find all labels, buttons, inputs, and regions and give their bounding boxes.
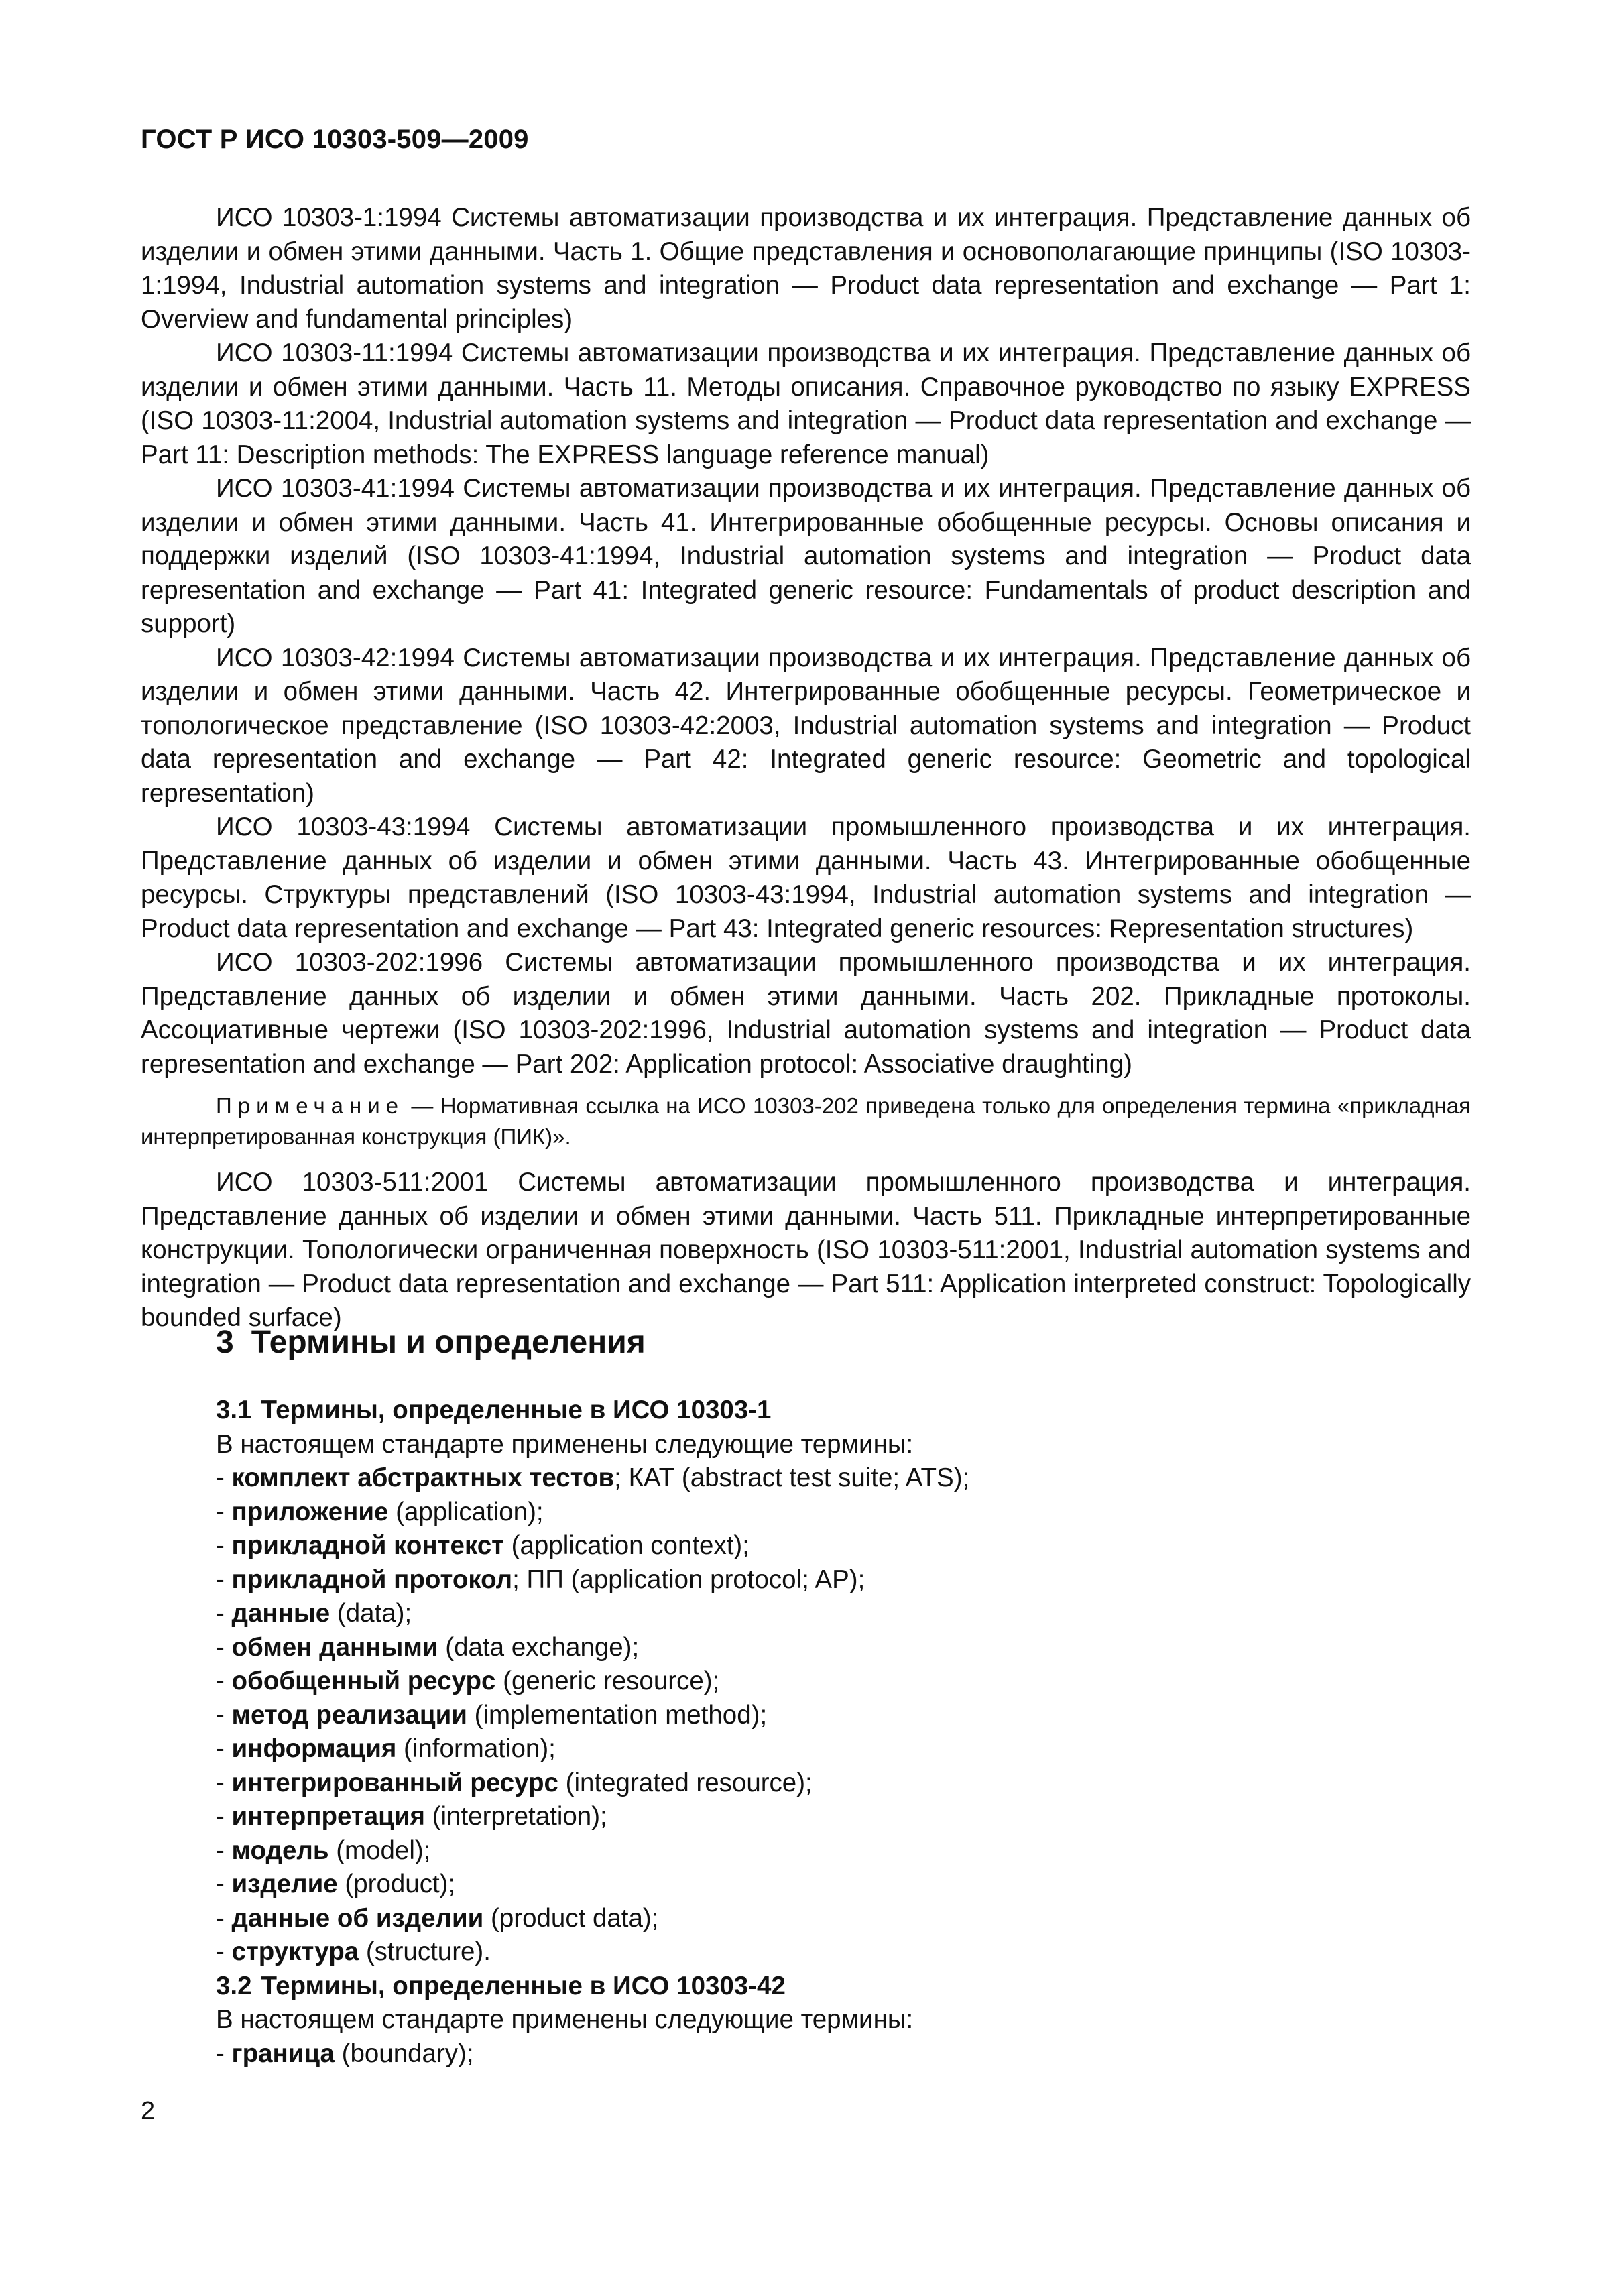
- term-item: - прикладной протокол; ПП (application protocol; AP);: [216, 1565, 865, 1594]
- subsection-number: 3.1: [216, 1396, 252, 1425]
- page-number: 2: [141, 2097, 156, 2125]
- document-header: ГОСТ Р ИСО 10303-509—2009: [141, 125, 529, 154]
- subsection-intro: В настоящем стандарте применены следующие термины:: [216, 2005, 914, 2034]
- subsection-number: 3.2: [216, 1971, 252, 2000]
- term-gloss: (structure).: [359, 1937, 491, 1966]
- term-name: данные об изделии: [231, 1903, 484, 1933]
- term-gloss: (interpretation);: [424, 1802, 607, 1831]
- subsection-title: Термины, определенные в ИСО 10303-42: [261, 1971, 786, 2000]
- section-number: 3: [216, 1325, 234, 1360]
- subsection-heading: [216, 1970, 1471, 2004]
- term-item: - интерпретация (interpretation);: [216, 1802, 607, 1831]
- term-name: приложение: [231, 1497, 389, 1526]
- section-terms: [141, 1324, 1471, 2071]
- term-item: - изделие (product);: [216, 1870, 456, 1898]
- term-gloss: (generic resource);: [495, 1667, 720, 1695]
- term-item: - граница (boundary);: [216, 2039, 474, 2068]
- term-gloss: (data);: [330, 1599, 412, 1628]
- term-item: - обобщенный ресурс (generic resource);: [216, 1667, 720, 1695]
- term-name: прикладной протокол: [231, 1565, 513, 1594]
- term-name: интегрированный ресурс: [231, 1768, 558, 1797]
- term-gloss: (implementation method);: [467, 1700, 768, 1730]
- term-item: - структура (structure).: [216, 1937, 491, 1966]
- term-item: - метод реализации (implementation method);: [216, 1700, 768, 1730]
- term-gloss: (application);: [388, 1497, 544, 1526]
- term-item: - данные (data);: [216, 1599, 412, 1628]
- term-name: комплект абстрактных тестов: [231, 1463, 615, 1492]
- term-item: - комплект абстрактных тестов; КАТ (abstract test suite; ATS);: [216, 1463, 970, 1492]
- term-item: - информация (information);: [216, 1734, 556, 1763]
- term-gloss: (boundary);: [334, 2039, 474, 2068]
- reference-paragraph: ИСО 10303-11:1994 Системы автоматизации производства и их интеграция. Представление данных об изделии и обмен этими данными. Часть 11. Методы описания. Справочное руководство по языку EXPRESS (ISO 10303-11:2004, Industrial automation systems and integration — Product data representation and exchange — Part 11: Description methods: The EXPRESS language reference manual): [141, 339, 1471, 469]
- term-gloss: ; ПП (application protocol; AP);: [512, 1565, 865, 1594]
- term-gloss: (data exchange);: [438, 1632, 640, 1662]
- term-gloss: (application context);: [503, 1531, 749, 1560]
- term-item: - приложение (application);: [216, 1497, 544, 1526]
- term-gloss: (product data);: [483, 1903, 659, 1933]
- term-name: информация: [231, 1734, 397, 1763]
- subsection-heading: [216, 1394, 1471, 1428]
- reference-paragraph: ИСО 10303-202:1996 Системы автоматизации промышленного производства и их интеграция. Представление данных об изделии и обмен этими данными. Часть 202. Прикладные протоколы. Ассоциативные чертежи (ISO 10303-202:1996, Industrial automation systems and integration — Product data representation and exchange — Part 202: Application protocol: Associative draughting): [141, 948, 1471, 1079]
- term-name: метод реализации: [231, 1700, 467, 1730]
- term-list: [216, 2037, 1471, 2071]
- term-gloss: (model);: [328, 1835, 431, 1865]
- term-name: интерпретация: [231, 1802, 425, 1831]
- term-name: обобщенный ресурс: [231, 1667, 496, 1695]
- term-item: - данные об изделии (product data);: [216, 1903, 659, 1933]
- term-list: [216, 1461, 1471, 1970]
- term-item: - обмен данными (data exchange);: [216, 1632, 640, 1662]
- term-gloss: ; КАТ (abstract test suite; ATS);: [614, 1463, 970, 1492]
- reference-paragraph: ИСО 10303-41:1994 Системы автоматизации производства и их интеграция. Представление данных об изделии и обмен этими данными. Часть 41. Интегрированные обобщенные ресурсы. Основы описания и поддержки изделий (ISO 10303-41:1994, Industrial automation systems and integration — Product data representation and exchange — Part 41: Integrated generic resource: Fundamentals of product description and support): [141, 474, 1471, 638]
- note-paragraph: [141, 1091, 1471, 1152]
- term-name: модель: [231, 1835, 329, 1865]
- term-name: граница: [231, 2039, 335, 2068]
- subsection-3-2: [216, 1970, 1471, 2071]
- subsection-intro: В настоящем стандарте применены следующие термины:: [216, 1429, 914, 1459]
- term-name: структура: [231, 1937, 359, 1966]
- reference-paragraph: ИСО 10303-42:1994 Системы автоматизации производства и их интеграция. Представление данных об изделии и обмен этими данными. Часть 42. Интегрированные обобщенные ресурсы. Геометрическое и топологическое представление (ISO 10303-42:2003, Industrial automation systems and integration — Product data representation and exchange — Part 42: Integrated generic resource: Geometric and topological representation): [141, 643, 1471, 808]
- term-name: обмен данными: [231, 1632, 438, 1662]
- term-name: изделие: [231, 1870, 338, 1898]
- term-item: - модель (model);: [216, 1835, 431, 1865]
- term-item: - интегрированный ресурс (integrated resource);: [216, 1768, 813, 1797]
- term-name: прикладной контекст: [231, 1531, 504, 1560]
- note-text: — Нормативная ссылка на ИСО 10303-202 приведена только для определения термина «прикладная интерпретированная конструкция (ПИК)».: [141, 1093, 1471, 1149]
- reference-paragraph: ИСО 10303-1:1994 Системы автоматизации производства и их интеграция. Представление данных об изделии и обмен этими данными. Часть 1. Общие представления и основополагающие принципы (ISO 10303-1:1994, Industrial automation systems and integration — Product data representation and exchange — Part 1: Overview and fundamental principles): [141, 203, 1471, 334]
- normative-references: [141, 201, 1471, 1335]
- subsection-3-1: [216, 1394, 1471, 1970]
- subsection-title: Термины, определенные в ИСО 10303-1: [261, 1396, 772, 1425]
- section-title-text: Термины и определения: [251, 1325, 646, 1360]
- section-title: [216, 1324, 1471, 1362]
- term-item: - прикладной контекст (application context);: [216, 1531, 749, 1560]
- term-name: данные: [231, 1599, 330, 1628]
- reference-paragraph: ИСО 10303-43:1994 Системы автоматизации промышленного производства и их интеграция. Представление данных об изделии и обмен этими данными. Часть 43. Интегрированные обобщенные ресурсы. Структуры представлений (ISO 10303-43:1994, Industrial automation systems and integration — Product data representation and exchange — Part 43: Integrated generic resources: Representation structures): [141, 812, 1471, 943]
- reference-paragraph: ИСО 10303-511:2001 Системы автоматизации промышленного производства и интеграция. Представление данных об изделии и обмен этими данными. Часть 511. Прикладные интерпретированные конструкции. Топологически ограниченная поверхность (ISO 10303-511:2001, Industrial automation systems and integration — Product data representation and exchange — Part 511: Application interpreted construct: Topologically bounded surface): [141, 1168, 1471, 1332]
- term-gloss: (information);: [396, 1734, 556, 1763]
- term-gloss: (integrated resource);: [558, 1768, 813, 1797]
- note-label: Примечание: [216, 1093, 405, 1118]
- term-gloss: (product);: [337, 1870, 456, 1898]
